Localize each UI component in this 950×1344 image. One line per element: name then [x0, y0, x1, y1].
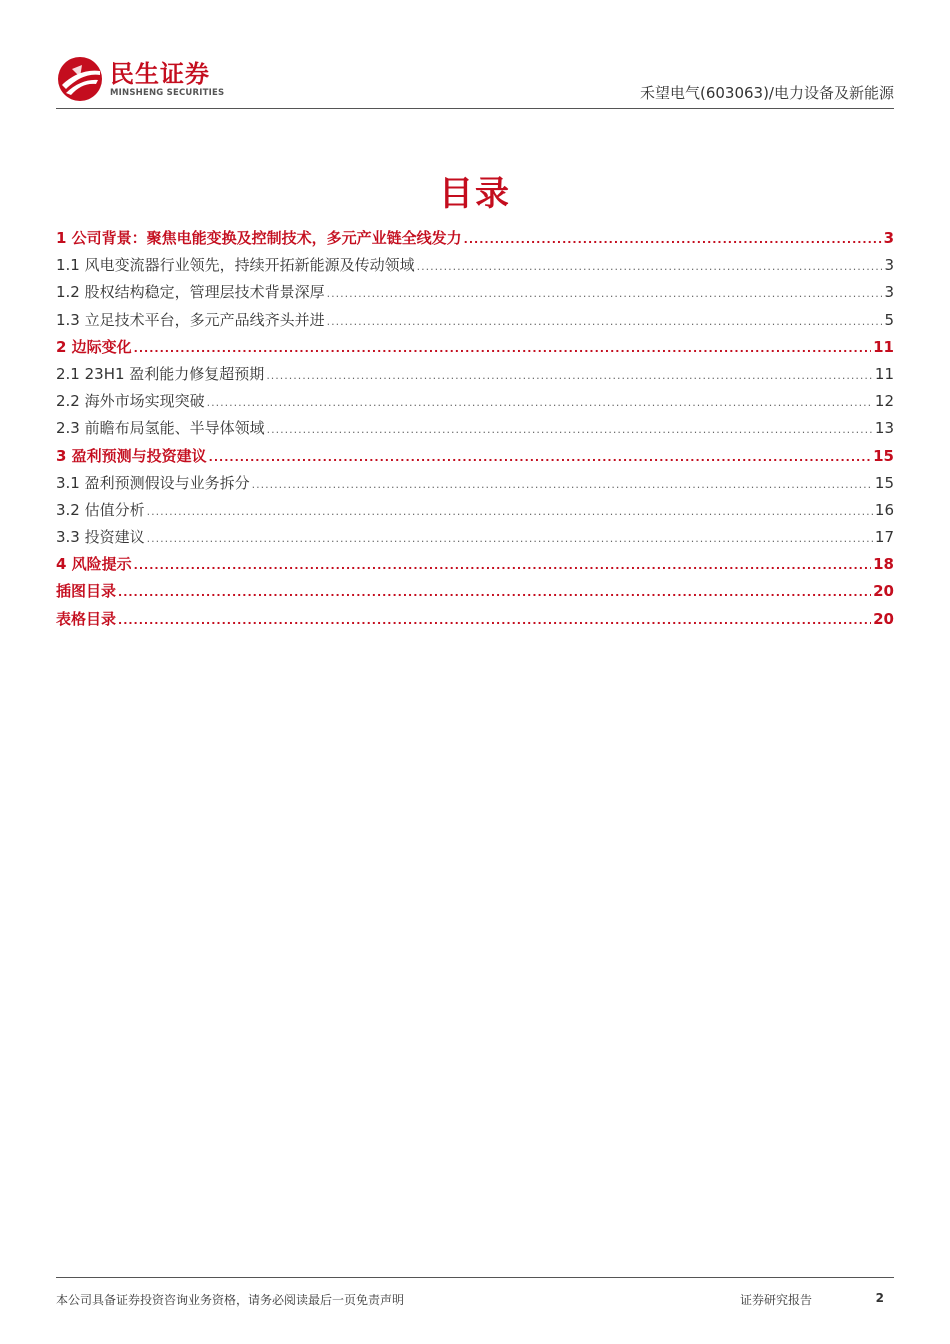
- dot-leader: [207, 396, 873, 409]
- company-sector-label: 禾望电气(603063)/电力设备及新能源: [639, 84, 894, 102]
- dot-leader: [147, 505, 873, 518]
- toc-entry-label: 3.3 投资建议: [56, 528, 145, 547]
- dot-leader: [134, 559, 871, 572]
- toc-entry-page: 12: [874, 392, 894, 411]
- toc-entry-label: 4 风险提示: [56, 555, 132, 574]
- logo-chinese-name: 民生证券: [110, 59, 210, 88]
- toc-title: 目录: [439, 174, 511, 214]
- dot-leader: [327, 315, 883, 328]
- toc-entry[interactable]: [56, 336, 894, 363]
- toc-entry[interactable]: [56, 281, 894, 308]
- toc-entry[interactable]: [56, 417, 894, 444]
- toc-entry[interactable]: [56, 309, 894, 336]
- toc-entry-page: 20: [873, 582, 894, 601]
- header-divider: [56, 108, 894, 109]
- toc-entry-label: 2.3 前瞻布局氢能、半导体领域: [56, 419, 265, 438]
- toc-entry[interactable]: [56, 390, 894, 417]
- toc-entry-page: 15: [874, 473, 894, 492]
- page-header: [56, 52, 894, 108]
- toc-entry-label: 1.1 风电变流器行业领先，持续开拓新能源及传动领域: [56, 256, 415, 275]
- toc-entry[interactable]: [56, 445, 894, 472]
- minsheng-logo-icon: [56, 55, 104, 103]
- toc-entry-page: 5: [884, 310, 894, 329]
- toc-entry-label: 3 盈利预测与投资建议: [56, 446, 207, 465]
- toc-entry-page: 3: [884, 256, 894, 275]
- toc-entry[interactable]: [56, 472, 894, 499]
- logo-english-name: MINSHENG SECURITIES: [110, 87, 225, 98]
- toc-entry[interactable]: [56, 499, 894, 526]
- toc-entry-page: 16: [874, 500, 894, 519]
- toc-entry-label: 3.2 估值分析: [56, 500, 145, 519]
- dot-leader: [252, 478, 873, 491]
- footer-divider: [56, 1277, 894, 1278]
- toc-entry-page: 20: [873, 609, 894, 628]
- toc-entry-label: 1.2 股权结构稳定，管理层技术背景深厚: [56, 283, 325, 302]
- toc-entry-label: 1 公司背景：聚焦电能变换及控制技术，多元产业链全线发力: [56, 229, 462, 247]
- toc-entry[interactable]: [56, 553, 894, 580]
- footer-report-type: 证券研究报告: [740, 1293, 813, 1307]
- dot-leader: [118, 614, 871, 627]
- toc-entry[interactable]: [56, 363, 894, 390]
- dot-leader: [266, 369, 873, 382]
- dot-leader: [209, 451, 871, 464]
- toc-entry[interactable]: [56, 227, 894, 254]
- toc-entry[interactable]: [56, 526, 894, 553]
- footer-disclaimer: 本公司具备证券投资咨询业务资格，请务必阅读最后一页免责声明: [56, 1293, 405, 1307]
- toc-entry-page: 18: [873, 555, 894, 574]
- minsheng-logo: [56, 56, 224, 102]
- toc-entry-label: 表格目录: [56, 609, 117, 628]
- toc-entry-page: 13: [874, 419, 894, 438]
- toc-entry-page: 3: [883, 229, 894, 247]
- dot-leader: [147, 532, 873, 545]
- table-of-contents: [56, 227, 894, 635]
- toc-entry-page: 15: [873, 446, 894, 465]
- toc-entry[interactable]: [56, 580, 894, 607]
- toc-entry[interactable]: [56, 608, 894, 635]
- toc-entry-label: 3.1 盈利预测假设与业务拆分: [56, 473, 250, 492]
- dot-leader: [118, 586, 871, 599]
- toc-entry-page: 3: [884, 283, 894, 302]
- page-number: 2: [875, 1291, 884, 1305]
- toc-entry-label: 2.2 海外市场实现突破: [56, 392, 205, 411]
- toc-entry-page: 11: [874, 364, 894, 383]
- toc-entry-label: 2.1 23H1 盈利能力修复超预期: [56, 364, 265, 383]
- dot-leader: [267, 423, 873, 436]
- dot-leader: [417, 260, 883, 273]
- dot-leader: [464, 233, 882, 246]
- toc-entry-page: 17: [874, 528, 894, 547]
- toc-entry-page: 11: [873, 337, 894, 356]
- toc-entry[interactable]: [56, 254, 894, 281]
- toc-entry-label: 插图目录: [56, 582, 117, 601]
- toc-entry-label: 1.3 立足技术平台，多元产品线齐头并进: [56, 310, 325, 329]
- dot-leader: [327, 287, 883, 300]
- toc-entry-label: 2 边际变化: [56, 337, 132, 356]
- dot-leader: [134, 342, 871, 355]
